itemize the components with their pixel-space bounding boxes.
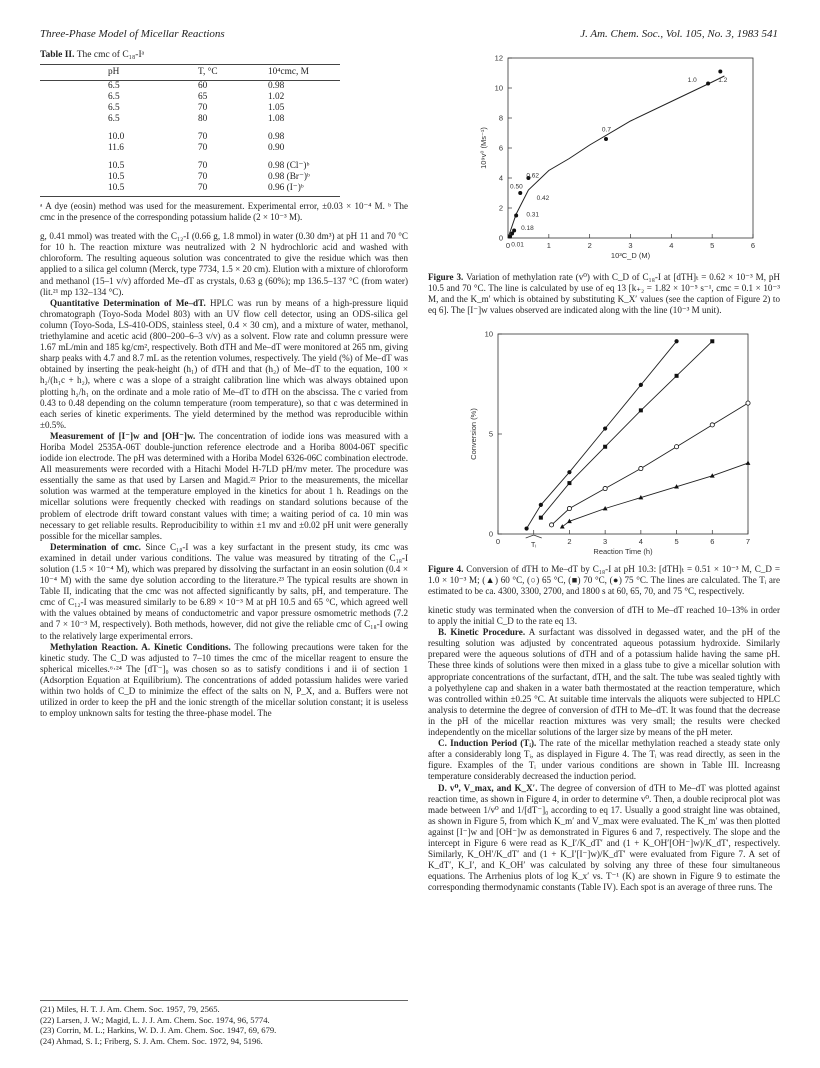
paragraph-text: kinetic study was terminated when the conversion of dTH to Me–dT reached 10–13% in order to apply the initial C_D to the rate eq 13.: [428, 605, 780, 627]
x-tick-label: 7: [745, 537, 751, 546]
series-line: [552, 403, 748, 525]
point-annotation: 0.01: [511, 241, 524, 249]
x-tick-label: 3: [603, 537, 608, 546]
data-point: [746, 401, 750, 405]
x-tick-label: 3: [628, 241, 633, 250]
data-point: [706, 82, 710, 86]
ti-bracket: [526, 535, 542, 538]
running-header-title: Three-Phase Model of Micellar Reactions: [40, 28, 225, 40]
figure-3-label: Figure 3.: [428, 272, 464, 282]
x-tick-label: 2: [587, 241, 592, 250]
table-row: [40, 103, 340, 114]
running-header-journal: J. Am. Chem. Soc., Vol. 105, No. 3, 1983 541: [580, 28, 778, 40]
left-body-text: [40, 231, 408, 719]
x-tick-label: 1: [546, 241, 551, 250]
figure-3-caption: [428, 272, 780, 316]
table-row: [40, 183, 340, 197]
table-row: [40, 114, 340, 125]
cell: 80: [198, 114, 208, 125]
y-tick-label: 2: [498, 203, 503, 213]
data-point: [639, 466, 643, 470]
point-annotation: 0.18: [521, 224, 534, 232]
paragraph-heading: Measurement of [I⁻]w and [OH⁻]w.: [50, 430, 196, 441]
paragraph-text: Since C₁₈-I was a key surfactant in the present study, its cmc was examined in detail under various conditions. The value was measured by titrating of the C₁₈-I solution (1.5 × 10⁻⁴ M), which was prepared by dissolving the surfactant in an eosin solution (0.4 × 10⁻⁴ M) with the same dye solution according to the literature.²³ The typical results are shown in Table II, indicating that the cmc was not affected significantly by salts, pH, and temperature. The cmc of C₁₂-I was measured similarly to be 6.89 × 10⁻³ M at pH 10.5 and 65 °C, which agreed well with the values obtained by means of conductometric and vapor pressure osmometric methods (7.2 and 7 × 10⁻³ M, respectively). Both methods, however, did not give the reliable cmc of C₁₈-I owing to the relatively large experimental errors.: [40, 541, 408, 641]
y-axis-label: Conversion (%): [469, 408, 478, 460]
figure-3-chart: [468, 50, 768, 270]
right-body-text: [428, 605, 780, 893]
data-point: [746, 460, 751, 464]
data-point: [674, 339, 678, 343]
figure-4-label: Figure 4.: [428, 564, 464, 574]
table-2-caption: The cmc of C₁₈-Iᵃ: [74, 50, 145, 60]
references: [40, 1000, 408, 1046]
paragraph-heading: D. v⁰, V_max, and K_X′.: [438, 782, 538, 793]
col-header-cmc: 10⁴cmc, M: [268, 65, 340, 81]
reference-item: (22) Larsen, J. W.; Magid, L. J. J. Am. Chem. Soc. 1974, 96, 5774.: [40, 1014, 270, 1025]
paragraph-text: HPLC was run by means of a high-pressure liquid chromatograph (Toyo-Soda Model 803) with an UV flow cell detector, using an ODS-silica gel column (Toyo-Soda, LS-410-ODS, stainless steel, 0.4 × 30 cm), and a mixture of water, methanol, triethylamine and acetic acid (800–200–6–3 v/v) as a solvent. Flow rate and column pressure were 1.67 mL/min and 185 kg/cm², respectively. Both dTH and Me–dT were monitored at 265 nm, giving sharp peaks with 4.7 and 8.7 mL as the retention volumes, respectively. The yield (%) of Me–dT was obtained by inserting the peak-height (h₁) of dTH and that (h₂) of Me–dT to the equation, 100 × h₂/(h₁c + h₂), where c was a slope of a straight calibration line which was always obtained upon plotting h₂/h₁ on the ordinate and a mole ratio of Me–dT to dTH on the abscissa. The c varied from 0.43 to 0.48 depending on the column temperature (room temperature), so that c was determined in each series of kinetic experiments. The yield determined by the method was reproducible within ±0.5%.: [40, 297, 408, 430]
data-point: [718, 70, 722, 74]
cell: 1.05: [268, 103, 285, 114]
cell: 0.98: [268, 81, 285, 92]
cell: 70: [198, 183, 268, 197]
y-tick-label: 10: [494, 83, 503, 93]
table-row: [40, 125, 340, 143]
cell: 1.08: [268, 114, 285, 125]
data-point: [539, 516, 543, 520]
cell: 6.5: [108, 103, 120, 114]
data-point: [603, 445, 607, 449]
paragraph-heading: C. Induction Period (Tᵢ).: [438, 738, 537, 749]
x-tick-label: 0: [495, 537, 501, 546]
data-point: [567, 470, 571, 474]
col-header-ph: pH: [40, 65, 198, 81]
paragraph-text: g, 0.41 mmol) was treated with the C₁₂-I (0.66 g, 1.8 mmol) in water (0.30 dm³) at pH 11 and 70 °C for 10 h. The reaction mixture was neutralized with 2 N hydrochloric acid and washed with chloroform. The resulting aqueous solution was concentrated to give the residue which was then applied to a silica gel column (Merck, type 7734, 1.5 × 20 cm). Elution with a mixture of chloroform and methanol (15–1 v/v) afforded Me–dT as crystals, 0.63 g (60%); mp 136.5–137 °C (from water) (lit.²¹ mp 132–134 °C).: [40, 231, 408, 297]
paragraph: [40, 642, 408, 720]
x-tick-label: 4: [638, 537, 643, 546]
cell: 70: [198, 161, 208, 172]
cell: 6.5: [108, 114, 120, 125]
data-point: [674, 445, 678, 449]
point-annotation: 0.31: [526, 211, 540, 219]
cell: 0.96 (I⁻)ᵇ: [268, 183, 340, 197]
paragraph: [40, 231, 408, 298]
data-point: [518, 191, 522, 195]
x-tick-label: 0: [505, 241, 511, 250]
y-tick-label: 8: [498, 113, 503, 123]
x-tick-label: 2: [567, 537, 572, 546]
data-point: [539, 503, 543, 507]
reference-item: (21) Miles, H. T. J. Am. Chem. Soc. 1957, 79, 2565.: [40, 1004, 220, 1014]
plot-frame: [508, 58, 753, 238]
data-point: [512, 229, 516, 233]
cell: 11.6: [108, 143, 124, 154]
table-row: [40, 154, 340, 172]
table-row: [40, 172, 340, 183]
reference-item: (23) Corrin, M. L.; Harkins, W. D. J. Am. Chem. Soc. 1947, 69, 679.: [40, 1025, 277, 1036]
data-point: [639, 383, 643, 387]
y-tick-label: 4: [498, 173, 503, 183]
cell: 0.98 (Br⁻)ᵇ: [268, 172, 310, 183]
paragraph-heading: Quantitative Determination of Me–dT.: [50, 297, 206, 308]
data-point: [603, 426, 607, 430]
point-annotation: 0.62: [526, 172, 540, 180]
data-point: [567, 481, 571, 485]
cell: 70: [198, 132, 208, 143]
cell: 0.98: [268, 132, 285, 143]
x-tick-label: 6: [750, 241, 756, 250]
x-tick-label: 4: [669, 241, 674, 250]
left-column: [40, 50, 408, 719]
paragraph: [428, 738, 780, 782]
table-row: [40, 143, 340, 154]
cell: 70: [198, 172, 208, 183]
y-tick-label: 12: [494, 53, 503, 63]
data-point: [524, 526, 528, 530]
y-tick-label: 6: [498, 143, 503, 153]
table-row: [40, 92, 340, 103]
paragraph: [428, 627, 780, 738]
data-point: [604, 137, 608, 141]
point-annotation: 0.42: [536, 194, 550, 202]
right-column: [428, 50, 780, 893]
table-2-label: Table II.: [40, 50, 75, 60]
cell: 0.90: [268, 143, 285, 154]
y-tick-label: 0: [488, 529, 493, 539]
paragraph-text: The rate of the micellar methylation reached a steady state only after a considerably long Tᵢ, as displayed in Figure 4. The Tᵢ was read directly, as seen in the figure. Examples of the Tᵢ under various conditions are shown in Table III. Increasng temperature considerably decreased the induction period.: [428, 738, 781, 782]
paragraph: [40, 542, 408, 642]
cell: 60: [198, 81, 208, 92]
point-annotation: 1.0: [687, 77, 697, 84]
paragraph-text: A surfactant was dissolved in degassed water, and the pH of the resulting solution was adjusted by concentrated aqueous potassium hydroxide. Similarly prepared were the aqueous solutions of dTH and of a potassium halide having the same pH. These three kinds of solutions were then mixed in a glass tube to give a micellar solution with appropriate concentrations of the surfactant, dTH, and the salt. The tube was sealed tightly with a polyethylene cap and shaken in a water bath thermostated at the reaction temperature, which was controlled within ±0.25 °C. At suitable time intervals the aliquots were subjected to HPLC analysis to determine the degree of conversion of dTH to Me–dT. It was found that the decrease in the pH of the micellar reaction mixtures was very small; the results were checked independently on the micellar solutions of the larger size by means of the pH meter.: [428, 627, 780, 738]
y-tick-label: 0: [498, 233, 503, 243]
fitted-curve: [508, 76, 724, 238]
figure-4-chart: [458, 326, 768, 562]
x-tick-label: 5: [710, 241, 715, 250]
series-line: [541, 341, 712, 517]
col-header-temp: T, °C: [198, 65, 268, 81]
plot-frame: [498, 334, 748, 534]
cell: 6.5: [108, 92, 120, 103]
paragraph-text: The concentration of iodide ions was measured with a Horiba Model 2535A-06T double-junction reference electrode and a Horiba 8004-06T specific iodide ion electrode. The pH was determined with a Horiba Model 6326-06C combination electrode. All measurements were recorded with a Hitachi Model H-7LD pH/mv meter. The procedure was essentially the same as that used by Larsen and Magid.²² Prior to the measurements, the micellar solution was warmed at the temperature employed in the kinetics for about 1 h. Readings on the micellar solutions were frequently checked with readings on standard solutions because of the problem of electrode drift toward constant values with time; a waiting period of ca. 10 min was necessary to get reliable results. Reproducibility to within ±1 mv and ±0.02 pH unit were generally possible for the micellar samples.: [40, 430, 408, 541]
y-tick-label: 10: [484, 329, 493, 339]
data-point: [549, 523, 553, 527]
data-point: [560, 524, 565, 528]
paragraph-heading: Methylation Reaction. A. Kinetic Conditions.: [50, 641, 231, 652]
data-point: [675, 374, 679, 378]
paragraph: [40, 298, 408, 431]
paragraph-text: The degree of conversion of dTH to Me–dT was plotted against reaction time, as shown in Figure 4, in order to determine v⁰. Then, a double reciprocal plot was made between 1/v⁰ and 1/[dT⁻]₀ according to eq 17. Usually a good straight line was obtained, as shown in Figure 5, from which K_m′ and V_max were evaluated. The K_m′ was then plotted against [I⁻]w and [OH⁻]w as demonstrated in Figures 6 and 7, respectively. The slope and the intercept in Figure 6 were read as K_I′/K_dT′ and (1 + K_OH′[OH⁻]w)/K_dT′, respectively. Similarly, K_OH′/K_dT′ and (1 + K_I′[I⁻]w)/K_dT′ were evaluated from Figure 7. A set of K_dT′, K_I′, and K_OH′ was calculated by solving any three of these four simultaneous equations. The Arrhenius plots of log K_x′ vs. T⁻¹ (K) are shown in Figure 9 to estimate the corresponding thermodynamic constants (Table IV). Each spot is an average of three runs. The: [428, 782, 780, 893]
figure-4-caption-text: Conversion of dTH to Me–dT by C₁₈-I at pH 10.3: [dTH]ₜ = 0.51 × 10⁻³ M, C_D = 1.0 × 10⁻³ M; (▲) 60 °C, (○) 65 °C, (■) 70 °C, (●) 75 °C. The lines are calculated. The Tᵢ are estimated to be ca. 4300, 3300, 2700, and 1800 s at 60, 65, 70, and 75 °C, respectively.: [428, 564, 780, 596]
point-annotation: 0.7: [601, 126, 611, 134]
x-axis-label: Reaction Time (h): [593, 547, 653, 556]
series-line: [562, 463, 748, 527]
cell: 0.98 (Cl⁻)ᵇ: [268, 161, 310, 172]
data-point: [710, 339, 714, 343]
paragraph: [40, 431, 408, 542]
cell: 70: [198, 143, 208, 154]
x-tick-label: 6: [710, 537, 715, 546]
data-point: [603, 486, 607, 490]
cell: 10.5: [108, 161, 125, 172]
cell: 10.5: [108, 172, 125, 183]
data-point: [710, 423, 714, 427]
cell: 70: [198, 103, 208, 114]
paragraph-heading: Determination of cmc.: [50, 541, 141, 552]
paragraph: [428, 605, 780, 627]
figure-4-caption: [428, 564, 780, 597]
x-tick-label: 5: [674, 537, 679, 546]
table-row: [40, 81, 340, 93]
cell: 10.5: [40, 183, 198, 197]
reference-item: (24) Ahmad, S. I.; Friberg, S. J. Am. Chem. Soc. 1972, 94, 5196.: [40, 1035, 263, 1046]
table-2-title: [40, 50, 408, 61]
y-axis-label: 10⁹v⁰ (Ms⁻¹): [479, 127, 488, 169]
x-axis-label: 10³C_D (M): [610, 251, 651, 260]
point-annotation: 1.2: [718, 77, 728, 84]
point-annotation: 0.50: [510, 183, 523, 191]
ti-label: Tᵢ: [531, 542, 537, 549]
series-line: [527, 341, 677, 528]
data-point: [514, 214, 518, 218]
cell: 65: [198, 92, 208, 103]
y-tick-label: 5: [488, 429, 493, 439]
cell: 1.02: [268, 92, 285, 103]
paragraph-text: The following precautions were taken for the kinetic study. The C_D was adjusted to 7–10 times the cmc of the micellar reagent to ensure the spherical micelles.⁶·²⁴ The [dT⁻]₀ was chosen so as to satisfy conditions i and ii of section 1 (Adsorption Equation at Equilibrium). The concentrations of added potassium halides were varied within two holds of C_D to minimize the effect of the salts on N, P_X, and a. Buffers were not utilized in order to keep the pH and the ionic strength of the micellar solution constant; it is useless to employ unknown salts for testing the three-phase model. The: [40, 641, 408, 719]
cmc-table: [40, 64, 340, 197]
cell: 6.5: [108, 81, 120, 92]
data-point: [567, 506, 571, 510]
table-2-footnote: ᵃ A dye (eosin) method was used for the measurement. Experimental error, ±0.03 × 10⁻⁴ M. ᵇ The cmc in the presence of the corresponding potassium halide (2 × 10⁻³ M).: [40, 201, 408, 223]
figure-3-caption-text: Variation of methylation rate (v⁰) with C_D of C₁₈-I at [dTH]ₜ = 0.62 × 10⁻³ M, pH 10.5 and 70 °C. The line is calculated by use of eq 13 [k₊₂ = 1.82 × 10⁻⁵ s⁻¹, cmc = 0.1 × 10⁻³ M, and the K_m′ which is obtained by substituting K_X′ values (see the caption of Figure 2) to eq 6]. The [I⁻]w values observed are indicated along with the line (10⁻³ M unit).: [428, 272, 780, 315]
paragraph: [428, 783, 780, 894]
cell: 10.0: [108, 132, 125, 143]
data-point: [639, 408, 643, 412]
paragraph-heading: B. Kinetic Procedure.: [438, 627, 526, 638]
